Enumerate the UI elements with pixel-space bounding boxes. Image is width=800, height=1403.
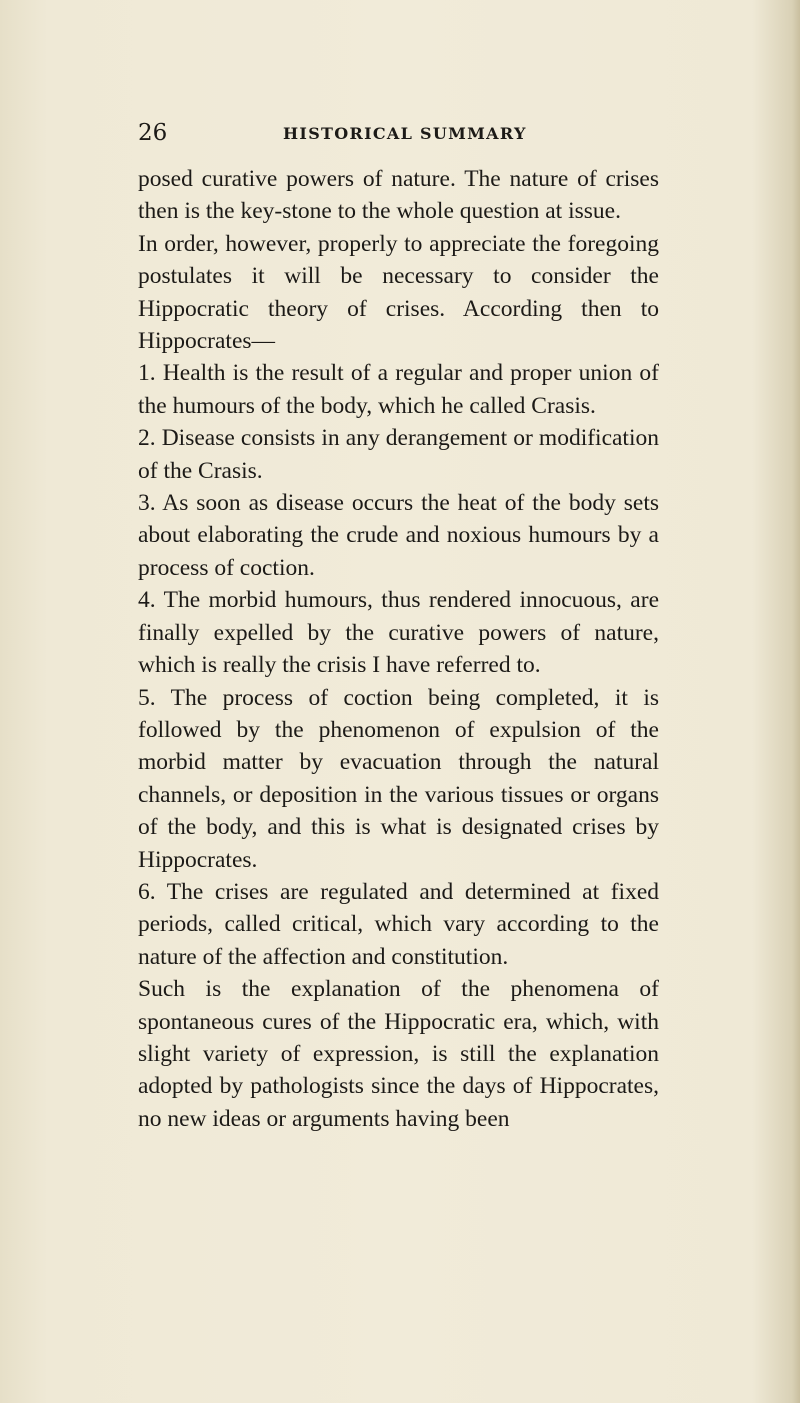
paragraph-continuation: posed curative powers of nature. The nature of crises then is the key-stone to the whole question at issue.	[138, 166, 659, 225]
postulate-6: 6. The crises are regulated and determined at fixed periods, called critical, which vary according to the nature of the affection and constitution.	[138, 878, 659, 970]
postulate-2: 2. Disease consists in any derangement or modification of the Crasis.	[138, 425, 659, 484]
paragraph-intro: In order, however, properly to appreciate the foregoing postulates it will be necessary to consider the Hippocratic theory of crises. According then to Hippocrates—	[138, 230, 659, 355]
running-title: HISTORICAL SUMMARY	[283, 124, 527, 143]
body-text	[138, 163, 659, 1135]
page-header	[138, 118, 658, 148]
postulate-1: 1. Health is the result of a regular and proper union of the humours of the body, which he called Crasis.	[138, 360, 659, 419]
postulate-3: 3. As soon as disease occurs the heat of the body sets about elaborating the crude and noxious humours by a process of coction.	[138, 490, 659, 581]
page-number: 26	[138, 120, 168, 146]
postulate-5: 5. The process of coction being completed, it is followed by the phenomenon of expulsion of the morbid matter by evacuation through the natural channels, or deposition in the various tissues or organs of the body, and this is what is designated crises by Hippocrates.	[138, 684, 659, 873]
paragraph-conclusion: Such is the explanation of the phenomena of spontaneous cures of the Hippocratic era, which, with slight variety of expression, is still the explanation adopted by pathologists since the days of Hippocrates, no new ideas or arguments having been	[138, 976, 659, 1132]
postulate-4: 4. The morbid humours, thus rendered innocuous, are finally expelled by the curative powers of nature, which is really the crisis I have referred to.	[138, 587, 659, 679]
